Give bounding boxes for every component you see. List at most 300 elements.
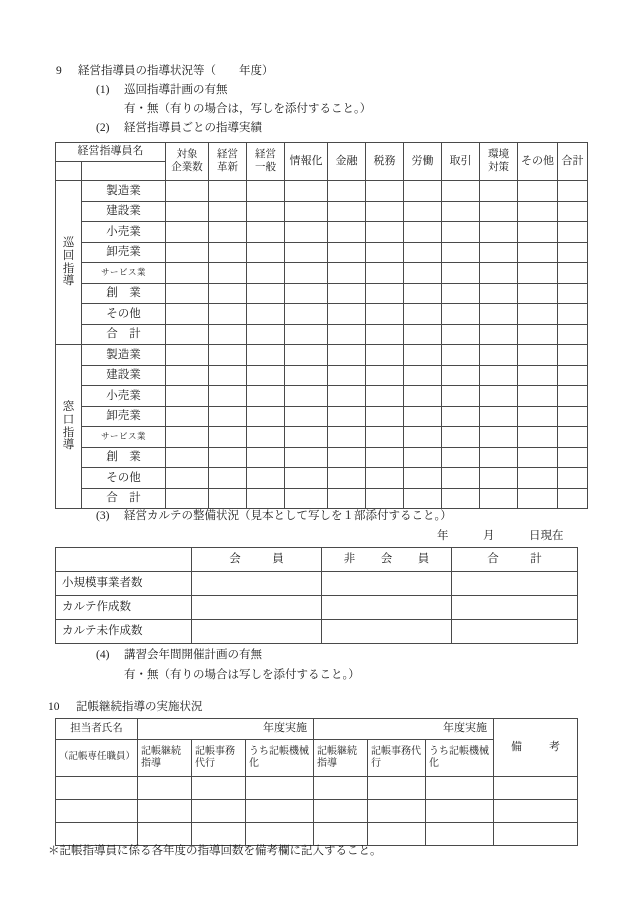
bookkeeping-col-agency-2: 記帳事務代行 [368, 740, 426, 777]
cell[interactable] [366, 181, 404, 202]
cell[interactable] [480, 242, 518, 263]
cell[interactable] [166, 222, 209, 243]
section9-item2-text: 経営指導員ごとの指導実績 [124, 122, 262, 134]
karte-date-line: 年 月 日現在 [437, 530, 564, 542]
cell[interactable] [314, 800, 368, 823]
cell[interactable] [166, 406, 209, 427]
cell[interactable] [166, 283, 209, 304]
cell[interactable] [366, 488, 404, 509]
bookkeeping-table [55, 718, 578, 846]
cell[interactable] [480, 324, 518, 345]
cell[interactable] [480, 386, 518, 407]
cell[interactable] [247, 386, 285, 407]
cell[interactable] [480, 201, 518, 222]
guidance-row-label: 合 計 [82, 324, 166, 345]
cell[interactable] [192, 777, 246, 800]
section10-footnote: ＊記帳指導員に係る各年度の指導回数を備考欄に記入すること。 [48, 845, 382, 857]
table-row [56, 324, 588, 345]
cell[interactable] [426, 777, 494, 800]
cell[interactable] [209, 488, 247, 509]
cell[interactable] [558, 427, 588, 448]
cell[interactable] [452, 620, 578, 644]
cell[interactable] [209, 386, 247, 407]
cell[interactable] [366, 304, 404, 325]
cell[interactable] [518, 263, 558, 284]
cell[interactable] [480, 181, 518, 202]
guidance-col-general-bottom: 一般 [255, 161, 276, 173]
guidance-row-label: 建設業 [82, 201, 166, 222]
cell[interactable] [247, 365, 285, 386]
section9-item4-note: 有・無（有りの場合は写しを添付すること。） [124, 669, 360, 681]
cell[interactable] [166, 365, 209, 386]
cell[interactable] [166, 386, 209, 407]
table-row [56, 823, 578, 846]
karte-row-label: カルテ作成数 [56, 596, 192, 620]
cell[interactable] [366, 324, 404, 345]
cell[interactable] [209, 468, 247, 489]
cell[interactable] [518, 181, 558, 202]
cell[interactable] [404, 406, 442, 427]
cell[interactable] [247, 345, 285, 366]
cell[interactable] [328, 427, 366, 448]
guidance-row-label: その他 [82, 304, 166, 325]
bookkeeping-header-year1: 年度実施 [138, 719, 314, 740]
table-row [56, 800, 578, 823]
cell[interactable] [558, 222, 588, 243]
cell[interactable] [247, 447, 285, 468]
section10-number: 10 [48, 701, 60, 713]
cell[interactable] [285, 427, 328, 448]
cell[interactable] [328, 304, 366, 325]
cell[interactable] [518, 222, 558, 243]
cell[interactable] [404, 447, 442, 468]
table-row [56, 468, 588, 489]
cell[interactable] [404, 242, 442, 263]
cell[interactable] [366, 447, 404, 468]
guidance-col-environment-top: 環境 [488, 149, 509, 161]
guidance-row-label: 製造業 [82, 181, 166, 202]
cell[interactable] [209, 345, 247, 366]
cell[interactable] [247, 488, 285, 509]
guidance-row-label: 合 計 [82, 488, 166, 509]
cell[interactable] [518, 324, 558, 345]
cell[interactable] [247, 406, 285, 427]
cell[interactable] [285, 201, 328, 222]
cell[interactable] [246, 823, 314, 846]
cell[interactable] [247, 304, 285, 325]
cell[interactable] [285, 345, 328, 366]
cell[interactable] [558, 242, 588, 263]
cell[interactable] [285, 181, 328, 202]
cell[interactable] [285, 283, 328, 304]
cell[interactable] [452, 572, 578, 596]
cell[interactable] [404, 283, 442, 304]
cell[interactable] [209, 181, 247, 202]
guidance-row-label: 小売業 [82, 386, 166, 407]
bookkeeping-header-name: 担当者氏名 [56, 719, 138, 740]
cell[interactable] [452, 596, 578, 620]
cell[interactable] [166, 304, 209, 325]
karte-header-total: 合 計 [452, 548, 578, 572]
cell[interactable] [209, 263, 247, 284]
section10-title: 記帳継続指導の実施状況 [76, 701, 203, 713]
cell[interactable] [328, 324, 366, 345]
bookkeeping-header-remarks: 備 考 [494, 719, 578, 777]
cell[interactable] [480, 263, 518, 284]
table-row [56, 263, 588, 284]
cell[interactable] [558, 468, 588, 489]
cell[interactable] [138, 777, 192, 800]
cell[interactable] [442, 427, 480, 448]
guidance-row-label: 卸売業 [82, 242, 166, 263]
guidance-col-it: 情報化 [285, 143, 328, 181]
table-row [56, 620, 578, 644]
cell[interactable] [480, 488, 518, 509]
cell[interactable] [192, 823, 246, 846]
cell[interactable] [558, 181, 588, 202]
cell[interactable] [442, 468, 480, 489]
cell[interactable] [518, 345, 558, 366]
cell[interactable] [404, 181, 442, 202]
cell[interactable] [442, 386, 480, 407]
cell[interactable] [366, 468, 404, 489]
cell[interactable] [518, 427, 558, 448]
cell[interactable] [366, 222, 404, 243]
cell[interactable] [518, 386, 558, 407]
cell[interactable] [480, 427, 518, 448]
cell[interactable] [285, 304, 328, 325]
cell[interactable] [285, 488, 328, 509]
cell[interactable] [285, 222, 328, 243]
table-row [56, 304, 588, 325]
table-row [56, 242, 588, 263]
cell[interactable] [328, 447, 366, 468]
cell[interactable] [328, 242, 366, 263]
cell[interactable] [480, 283, 518, 304]
cell[interactable] [247, 222, 285, 243]
cell[interactable] [494, 777, 578, 800]
cell[interactable] [328, 345, 366, 366]
cell[interactable] [442, 365, 480, 386]
cell[interactable] [56, 800, 138, 823]
cell[interactable] [404, 324, 442, 345]
cell[interactable] [558, 365, 588, 386]
bookkeeping-col-mechanized-2: うち記帳機械化 [426, 740, 494, 777]
cell[interactable] [404, 386, 442, 407]
guidance-row-label: その他 [82, 468, 166, 489]
cell[interactable] [247, 468, 285, 489]
cell[interactable] [166, 263, 209, 284]
cell[interactable] [366, 283, 404, 304]
table-row [56, 283, 588, 304]
guidance-row-label: 製造業 [82, 345, 166, 366]
section9-item1-label: (1) [96, 84, 110, 96]
cell[interactable] [518, 201, 558, 222]
table-row [56, 427, 588, 448]
group-label-char: 回 [62, 249, 75, 262]
guidance-col-target [166, 143, 209, 181]
cell[interactable] [285, 386, 328, 407]
cell[interactable] [209, 201, 247, 222]
bookkeeping-header-name-sub: （記帳専任職員） [56, 740, 138, 777]
cell[interactable] [442, 181, 480, 202]
cell[interactable] [314, 777, 368, 800]
cell[interactable] [328, 468, 366, 489]
cell[interactable] [366, 242, 404, 263]
cell[interactable] [285, 468, 328, 489]
cell[interactable] [366, 427, 404, 448]
cell[interactable] [442, 222, 480, 243]
table-row [56, 596, 578, 620]
cell[interactable] [442, 345, 480, 366]
cell[interactable] [558, 263, 588, 284]
cell[interactable] [558, 488, 588, 509]
karte-row-label: カルテ未作成数 [56, 620, 192, 644]
cell[interactable] [328, 283, 366, 304]
cell[interactable] [209, 242, 247, 263]
cell[interactable] [56, 777, 138, 800]
cell[interactable] [209, 304, 247, 325]
guidance-row-label: 創 業 [82, 447, 166, 468]
cell[interactable] [518, 365, 558, 386]
cell[interactable] [442, 447, 480, 468]
cell[interactable] [166, 488, 209, 509]
cell[interactable] [328, 181, 366, 202]
cell[interactable] [328, 222, 366, 243]
group-label-char: 導 [62, 439, 75, 452]
cell[interactable] [166, 345, 209, 366]
cell[interactable] [192, 800, 246, 823]
cell[interactable] [404, 201, 442, 222]
guidance-header-row-1 [56, 143, 588, 162]
cell[interactable] [518, 447, 558, 468]
cell[interactable] [285, 242, 328, 263]
cell[interactable] [166, 447, 209, 468]
karte-table [55, 547, 578, 644]
cell[interactable] [285, 263, 328, 284]
cell[interactable] [558, 345, 588, 366]
cell[interactable] [518, 406, 558, 427]
cell[interactable] [442, 488, 480, 509]
cell[interactable] [442, 324, 480, 345]
cell[interactable] [314, 823, 368, 846]
guidance-group-label-counter [56, 345, 82, 509]
cell[interactable] [368, 800, 426, 823]
cell[interactable] [209, 427, 247, 448]
cell[interactable] [480, 222, 518, 243]
guidance-col-innovation [209, 143, 247, 181]
cell[interactable] [328, 406, 366, 427]
cell[interactable] [209, 365, 247, 386]
guidance-col-innovation-top: 経営 [217, 149, 238, 161]
guidance-col-innovation-bottom: 革新 [217, 161, 238, 173]
cell[interactable] [166, 181, 209, 202]
guidance-row-label: 建設業 [82, 365, 166, 386]
cell[interactable] [368, 777, 426, 800]
cell[interactable] [426, 800, 494, 823]
guidance-col-tax: 税務 [366, 143, 404, 181]
cell[interactable] [404, 427, 442, 448]
cell[interactable] [480, 365, 518, 386]
guidance-col-finance: 金融 [328, 143, 366, 181]
guidance-col-target-top: 対象 [176, 149, 198, 161]
cell[interactable] [518, 283, 558, 304]
cell[interactable] [558, 386, 588, 407]
cell[interactable] [328, 201, 366, 222]
cell[interactable] [322, 620, 452, 644]
guidance-row-label: 卸売業 [82, 406, 166, 427]
bookkeeping-header-row-1 [56, 719, 578, 740]
cell[interactable] [426, 823, 494, 846]
guidance-col-total: 合計 [558, 143, 588, 181]
guidance-group-label-patrol [56, 181, 82, 345]
cell[interactable] [404, 345, 442, 366]
cell[interactable] [138, 800, 192, 823]
cell[interactable] [404, 222, 442, 243]
cell[interactable] [166, 427, 209, 448]
cell[interactable] [192, 572, 322, 596]
cell[interactable] [480, 304, 518, 325]
cell[interactable] [285, 447, 328, 468]
section9-item4-text: 講習会年間開催計画の有無 [124, 649, 262, 661]
cell[interactable] [366, 406, 404, 427]
cell[interactable] [285, 406, 328, 427]
cell[interactable] [192, 596, 322, 620]
cell[interactable] [209, 447, 247, 468]
bookkeeping-col-mechanized-1: うち記帳機械化 [246, 740, 314, 777]
cell[interactable] [442, 283, 480, 304]
cell[interactable] [192, 620, 322, 644]
cell[interactable] [518, 242, 558, 263]
cell[interactable] [442, 406, 480, 427]
cell[interactable] [247, 201, 285, 222]
cell[interactable] [246, 777, 314, 800]
table-row [56, 386, 588, 407]
cell[interactable] [328, 365, 366, 386]
cell[interactable] [442, 263, 480, 284]
karte-header-row [56, 548, 578, 572]
group-label-char: 指 [62, 262, 75, 275]
cell[interactable] [322, 572, 452, 596]
cell[interactable] [247, 427, 285, 448]
guidance-col-general-top: 経営 [255, 149, 276, 161]
section9-title: 経営指導員の指導状況等（ 年度） [78, 65, 274, 77]
cell[interactable] [322, 596, 452, 620]
cell[interactable] [404, 304, 442, 325]
cell[interactable] [368, 823, 426, 846]
group-label-char: 口 [62, 413, 75, 426]
cell[interactable] [442, 304, 480, 325]
cell[interactable] [518, 468, 558, 489]
cell[interactable] [558, 406, 588, 427]
cell[interactable] [166, 468, 209, 489]
cell[interactable] [558, 283, 588, 304]
bookkeeping-col-continuous-2: 記帳継続指導 [314, 740, 368, 777]
table-row [56, 345, 588, 366]
table-row [56, 406, 588, 427]
cell[interactable] [404, 365, 442, 386]
table-row [56, 447, 588, 468]
section9-number: 9 [56, 65, 62, 77]
bookkeeping-col-continuous-1: 記帳継続指導 [138, 740, 192, 777]
cell[interactable] [480, 406, 518, 427]
cell[interactable] [480, 447, 518, 468]
cell[interactable] [558, 304, 588, 325]
cell[interactable] [404, 263, 442, 284]
cell[interactable] [494, 800, 578, 823]
guidance-row-label: サービス業 [82, 427, 166, 448]
cell[interactable] [366, 365, 404, 386]
karte-header-blank [56, 548, 192, 572]
cell[interactable] [166, 324, 209, 345]
cell[interactable] [328, 488, 366, 509]
cell[interactable] [285, 324, 328, 345]
cell[interactable] [246, 800, 314, 823]
cell[interactable] [56, 823, 138, 846]
bookkeeping-header-year2: 年度実施 [314, 719, 494, 740]
cell[interactable] [247, 181, 285, 202]
guidance-header-name-sub-left [56, 162, 82, 181]
cell[interactable] [558, 447, 588, 468]
karte-header-member: 会 員 [192, 548, 322, 572]
cell[interactable] [366, 263, 404, 284]
cell[interactable] [247, 242, 285, 263]
cell[interactable] [209, 222, 247, 243]
group-label-char: 導 [62, 275, 75, 288]
guidance-col-trade: 取引 [442, 143, 480, 181]
cell[interactable] [404, 468, 442, 489]
cell[interactable] [442, 201, 480, 222]
table-row [56, 572, 578, 596]
cell[interactable] [209, 283, 247, 304]
cell[interactable] [209, 324, 247, 345]
table-row [56, 222, 588, 243]
section9-item1-note: 有・無（有りの場合は，写しを添付すること。） [124, 103, 372, 115]
cell[interactable] [166, 242, 209, 263]
section9-item3-label: (3) [96, 510, 110, 522]
cell[interactable] [558, 201, 588, 222]
section9-item3-text: 経営カルテの整備状況（見本として写しを１部添付すること。） [124, 510, 452, 522]
cell[interactable] [558, 324, 588, 345]
cell[interactable] [366, 201, 404, 222]
cell[interactable] [138, 823, 192, 846]
guidance-header-name: 経営指導員名 [56, 143, 166, 162]
karte-row-label: 小規模事業者数 [56, 572, 192, 596]
cell[interactable] [247, 283, 285, 304]
cell[interactable] [285, 365, 328, 386]
cell[interactable] [494, 823, 578, 846]
cell[interactable] [366, 345, 404, 366]
cell[interactable] [518, 304, 558, 325]
cell[interactable] [366, 386, 404, 407]
cell[interactable] [209, 406, 247, 427]
guidance-col-environment [480, 143, 518, 181]
cell[interactable] [404, 488, 442, 509]
cell[interactable] [480, 345, 518, 366]
group-label-char: 巡 [62, 236, 75, 249]
table-row [56, 181, 588, 202]
bookkeeping-col-agency-1: 記帳事務代行 [192, 740, 246, 777]
cell[interactable] [518, 488, 558, 509]
cell[interactable] [480, 468, 518, 489]
cell[interactable] [166, 201, 209, 222]
cell[interactable] [247, 263, 285, 284]
cell[interactable] [328, 263, 366, 284]
cell[interactable] [247, 324, 285, 345]
cell[interactable] [328, 386, 366, 407]
table-row [56, 777, 578, 800]
cell[interactable] [442, 242, 480, 263]
